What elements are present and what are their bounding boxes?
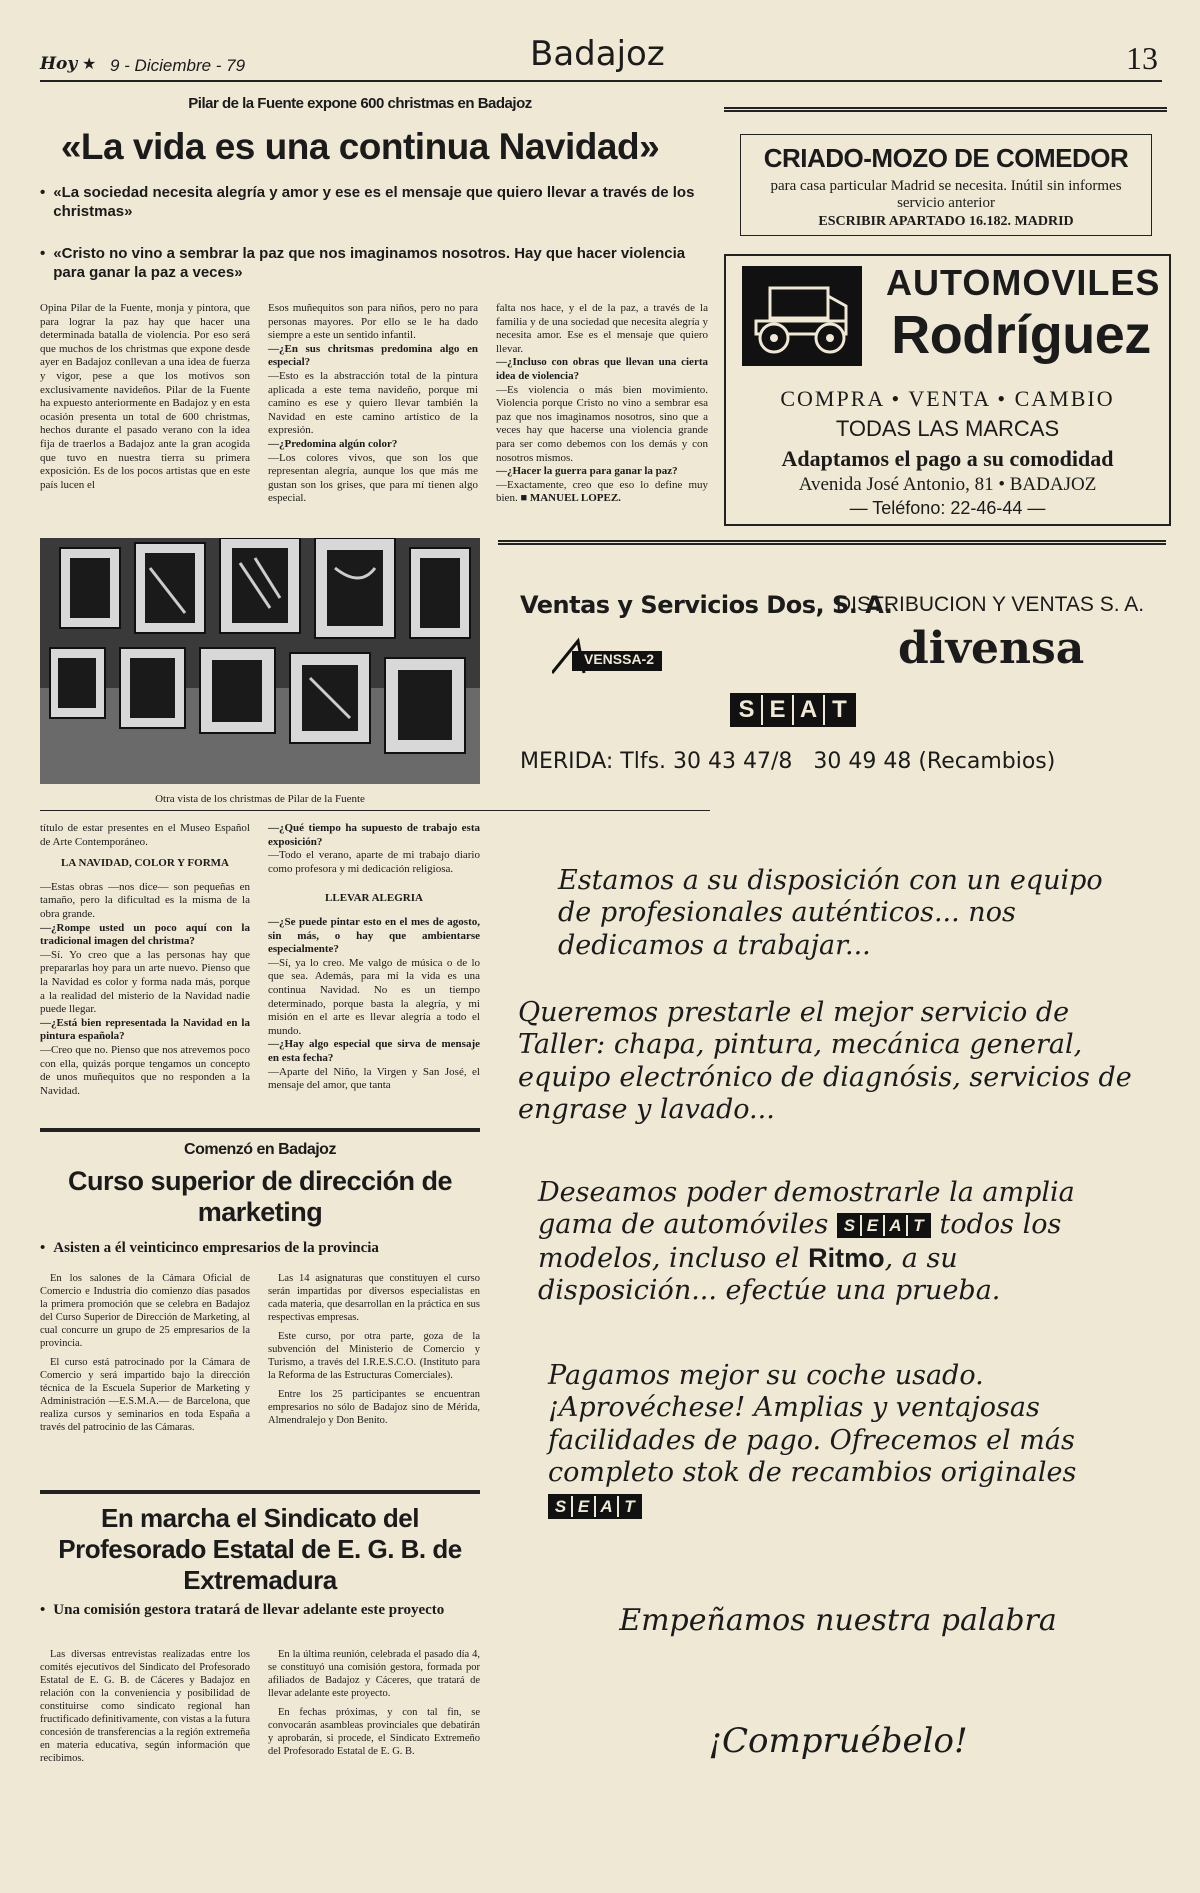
classified-ad-criado	[724, 107, 1167, 244]
article1-lower-column-1: título de estar presentes en el Museo Español de Arte Contemporáneo. LA NAVIDAD, COLOR Y FORMA —Estas obras —nos dice— son pequeñas en tamaño, pero la dificultad es la misma de la obra grande. —¿Rompe usted un poco aquí con la tradicional imagen del christma? —Sí. Yo creo que a las personas hay que prepararlas hoy para un arte nuevo. Pienso que la Navidad es color y forma nada más, porque a la realidad del misterio de la Navidad nadie puede llegar. —¿Está bien representada la Navidad en la pintura española? —Creo que no. Pienso que nos atrevemos poco con ella, quizás porque tengamos un concepto de unos muñequitos que no responden a la Navidad.	[40, 822, 250, 1097]
page-number: 13	[1126, 40, 1158, 76]
bullet-icon: •	[40, 1240, 46, 1256]
ad-phone: — Teléfono: 22-46-44 —	[849, 498, 1046, 518]
ad-contact: ESCRIBIR APARTADO 16.182. MADRID	[818, 214, 1074, 229]
header-rule	[40, 80, 1162, 82]
article1-column-2: Esos muñequitos son para niños, pero no para personas mayores. Por ello se le ha dado siempre a este un sentido infantil. —¿En sus chritsmas predomina algo en especial? —Esto es la abstracción total de la pintura aplicada a este tema navideño, porque mi camino es ese y quiero llevar también la Navidad en este camino artístico de la expresión. —¿Predomina algún color? —Los colores vivos, que son los que representan alegría, aunque los que más me gustan son los grises, que para mí tienen algo especial.	[268, 302, 478, 505]
newspaper-logo: Hoy	[40, 54, 78, 74]
ad-services: COMPRA • VENTA • CAMBIO	[780, 386, 1115, 411]
divensa-logo: divensa	[898, 623, 1085, 674]
handwritten-msg-2: Queremos prestarle el mejor servicio de Taller: chapa, pintura, mecánica general, equipo electrónico de diagnósis, servicios de engrase y lavado...	[518, 997, 1132, 1126]
article2-kicker: Comenzó en Badajoz	[184, 1141, 336, 1158]
handwritten-msg-6: ¡Compruébelo!	[708, 1721, 968, 1761]
article1-kicker: Pilar de la Fuente expone 600 christmas en Badajoz	[188, 95, 532, 112]
ad-title: CRIADO-MOZO DE COMEDOR	[763, 143, 1129, 173]
article2-bullet: • Asisten a él veinticinco empresarios de la provincia	[40, 1240, 379, 1256]
ad-brands: TODAS LAS MARCAS	[835, 416, 1060, 441]
seat-logo-small: S E A T	[837, 1213, 931, 1238]
handwritten-msg-3: Deseamos poder demostrarle la amplia gama de automóviles S E A T todos los modelos, incluso el Ritmo, a su disposición... efectúe una prueba.	[538, 1177, 1075, 1307]
article2-column-2: Las 14 asignaturas que constituyen el curso serán impartidas por diversos especialistas en cada materia, que desarrollan en la práctica en sus respectivas empresas. Este curso, por otra parte, goza de la subvención del Ministerio de Comercio y Turismo, a través del I.R.E.S.C.O. (Instituto para la Reforma de las Estructuras Comerciales). Entre los 25 participantes se encuentran empresarios no sólo de Badajoz sino de Mérida, Almendralejo y Don Benito.	[268, 1273, 480, 1426]
bullet-icon: •	[40, 184, 46, 201]
company-ventas: Ventas y Servicios Dos, S. A.	[520, 591, 893, 619]
article2-column-1: En los salones de la Cámara Oficial de Comercio e Industria dio comienzo días pasados la primera promoción que se celebra en Badajoz del Curso Superior de Dirección de Marketing, al cual concurre un grupo de 25 empresarios de la provincia. El curso está patrocinado por la Cámara de Comercio y será impartido bajo la dirección técnica de la Escuela Superior de Marketing y Administración —E.S.M.A.— de Barcelona, que realiza cursos y seminarios en toda España a través del patrocinio de las Cámaras.	[40, 1273, 250, 1433]
article1-bullet-1: • «La sociedad necesita alegría y amor y ese es el mensaje que quiero llevar a través de los christmas»	[40, 184, 695, 220]
ad-automoviles-rodriguez	[724, 254, 1171, 526]
ad-seat-dealers	[498, 540, 1166, 1865]
vintage-car-icon	[742, 266, 862, 366]
photo-illustration	[40, 538, 480, 784]
article3-bullet: • Una comisión gestora tratará de llevar adelante este proyecto	[40, 1602, 445, 1618]
article-divider-1	[40, 1128, 480, 1132]
bullet-icon: •	[40, 245, 46, 262]
photo-caption: Otra vista de los christmas de Pilar de la Fuente	[155, 793, 365, 805]
article1-bullet-2: • «Cristo no vino a sembrar la paz que nos imaginamos nosotros. Hay que hacer violencia para ganar la paz a veces»	[40, 245, 686, 281]
article3-column-1: Las diversas entrevistas realizadas entre los comités ejecutivos del Sindicato del Profesorado Estatal de E. G. B. de Cáceres y Badajoz en relación con la conveniencia y posibilidad de constituirse como sindicato regional han fructificado definitivamente, con vistas a la futura concesión de transferencias a la región extremeña en materia educativa, según información que recibimos.	[40, 1649, 250, 1764]
article1-column-1: Opina Pilar de la Fuente, monja y pintora, que para lograr la paz hay que hacer una determinada batalla de violencia. Por eso será que muchos de los christmas que expone desde ayer en Badajoz conllevan a una idea de fuerza y vigor, pese a que los motivos son exclusivamente navideños. Pilar de la Fuente ha expuesto anteriormente en Badajoz y en esta ocasión presenta un total de 600 christmas, hechos durante el pasado verano con la idea fija de traerlos a Badajoz ante la gran acogida que tuvo en nuestra tierra su primera exposición. Es de los pocos artistas que en este país lucen el	[40, 302, 250, 491]
handwritten-msg-4: Pagamos mejor su coche usado. ¡Aprovéchese! Amplias y ventajosas facilidades de pago. Ofrecemos el más completo stok de recambios originales S E A T	[548, 1360, 1138, 1522]
dealer-phones: MERIDA: Tlfs. 30 43 47/8 30 49 48 (Recambios)	[520, 749, 1056, 774]
bullet-icon: •	[40, 1602, 46, 1618]
article1-lower-column-2: —¿Qué tiempo ha supuesto de trabajo esta exposición? —Todo el verano, aparte de mi trabajo diario como profesora y mi dedicación religiosa. LLEVAR ALEGRIA —¿Se puede pintar esto en el mes de agosto, sin más, o hay que ambientarse especialmente? —Sí, ya lo creo. Me valgo de música o de lo que sea. Además, para mí la vida es una continua Navidad. No es un tiempo determinado, porque basta la alegría, y mi misión en el arte es llevar alegría a todo el mundo. —¿Hay algo especial que sirva de mensaje en esta fecha? —Aparte del Niño, la Virgen y San José, el mensaje del amor, que tanta	[268, 822, 480, 1092]
vensa-logo: VENSSA-2	[552, 637, 662, 677]
handwritten-msg-5: Empeñamos nuestra palabra	[619, 1603, 1057, 1638]
star-icon: ★	[82, 56, 97, 73]
handwritten-msg-1: Estamos a su disposición con un equipo de profesionales auténticos... nos dedicamos a trabajar...	[558, 865, 1103, 961]
section-title: Badajoz	[530, 34, 665, 74]
article2-headline: Curso superior de dirección de marketing	[67, 1166, 453, 1227]
article1-column-3: falta nos hace, y el de la paz, a través de la familia y de una sociedad que necesita alegría y necesita amor. Ese es el mensaje que quiero llevar. —¿Incluso con obras que llevan una cierta idea de violencia? —Es violencia o más bien movimiento. Violencia porque Cristo no vino a sembrar esa paz que nos imaginamos nosotros, sino que a veces hay que hacerse una violencia grande para ser como debemos con los demás y con nosotros mismos. —¿Hacer la guerra para ganar la paz? —Exactamente, creo que eso lo define muy bien. ■ MANUEL LOPEZ.	[496, 302, 708, 505]
masthead	[40, 34, 1162, 82]
article3-headline: En marcha el Sindicato del Profesorado Estatal de E. G. B. de Extremadura	[58, 1503, 462, 1595]
ad-payment: Adaptamos el pago a su comodidad	[781, 446, 1114, 471]
ad-title-rodriguez: Rodríguez	[891, 305, 1151, 365]
ad-title-automoviles: AUTOMOVILES	[886, 262, 1161, 303]
article3-column-2: En la última reunión, celebrada el pasado día 4, se constituyó una comisión gestora, formada por afiliados de Badajoz y Cáceres, que tratará de llevar adelante este proyecto. En fechas próximas, y con tal fin, se convocarán asambleas provinciales que debatirán y aprobarán, si procede, el Sindicato Extremeño del Profesorado Estatal de E. G. B.	[268, 1649, 480, 1757]
article-divider-2	[40, 1490, 480, 1494]
ad-text: para casa particular Madrid se necesita. Inútil sin informes servicio anterior	[770, 178, 1122, 211]
subhead-navidad: LA NAVIDAD, COLOR Y FORMA	[61, 857, 229, 870]
company-divensa: DISTRIBUCION Y VENTAS S. A.	[836, 593, 1145, 616]
ad-address: Avenida José Antonio, 81 • BADAJOZ	[798, 474, 1097, 495]
seat-logo-main: S E A T	[730, 693, 856, 727]
seat-logo-small-2: S E A T	[548, 1494, 642, 1519]
issue-date: 9 - Diciembre - 79	[110, 56, 246, 75]
exhibition-photo	[40, 538, 480, 784]
article1-headline: «La vida es una continua Navidad»	[60, 126, 660, 167]
ad-box	[740, 134, 1152, 236]
subhead-alegria: LLEVAR ALEGRIA	[325, 892, 423, 905]
